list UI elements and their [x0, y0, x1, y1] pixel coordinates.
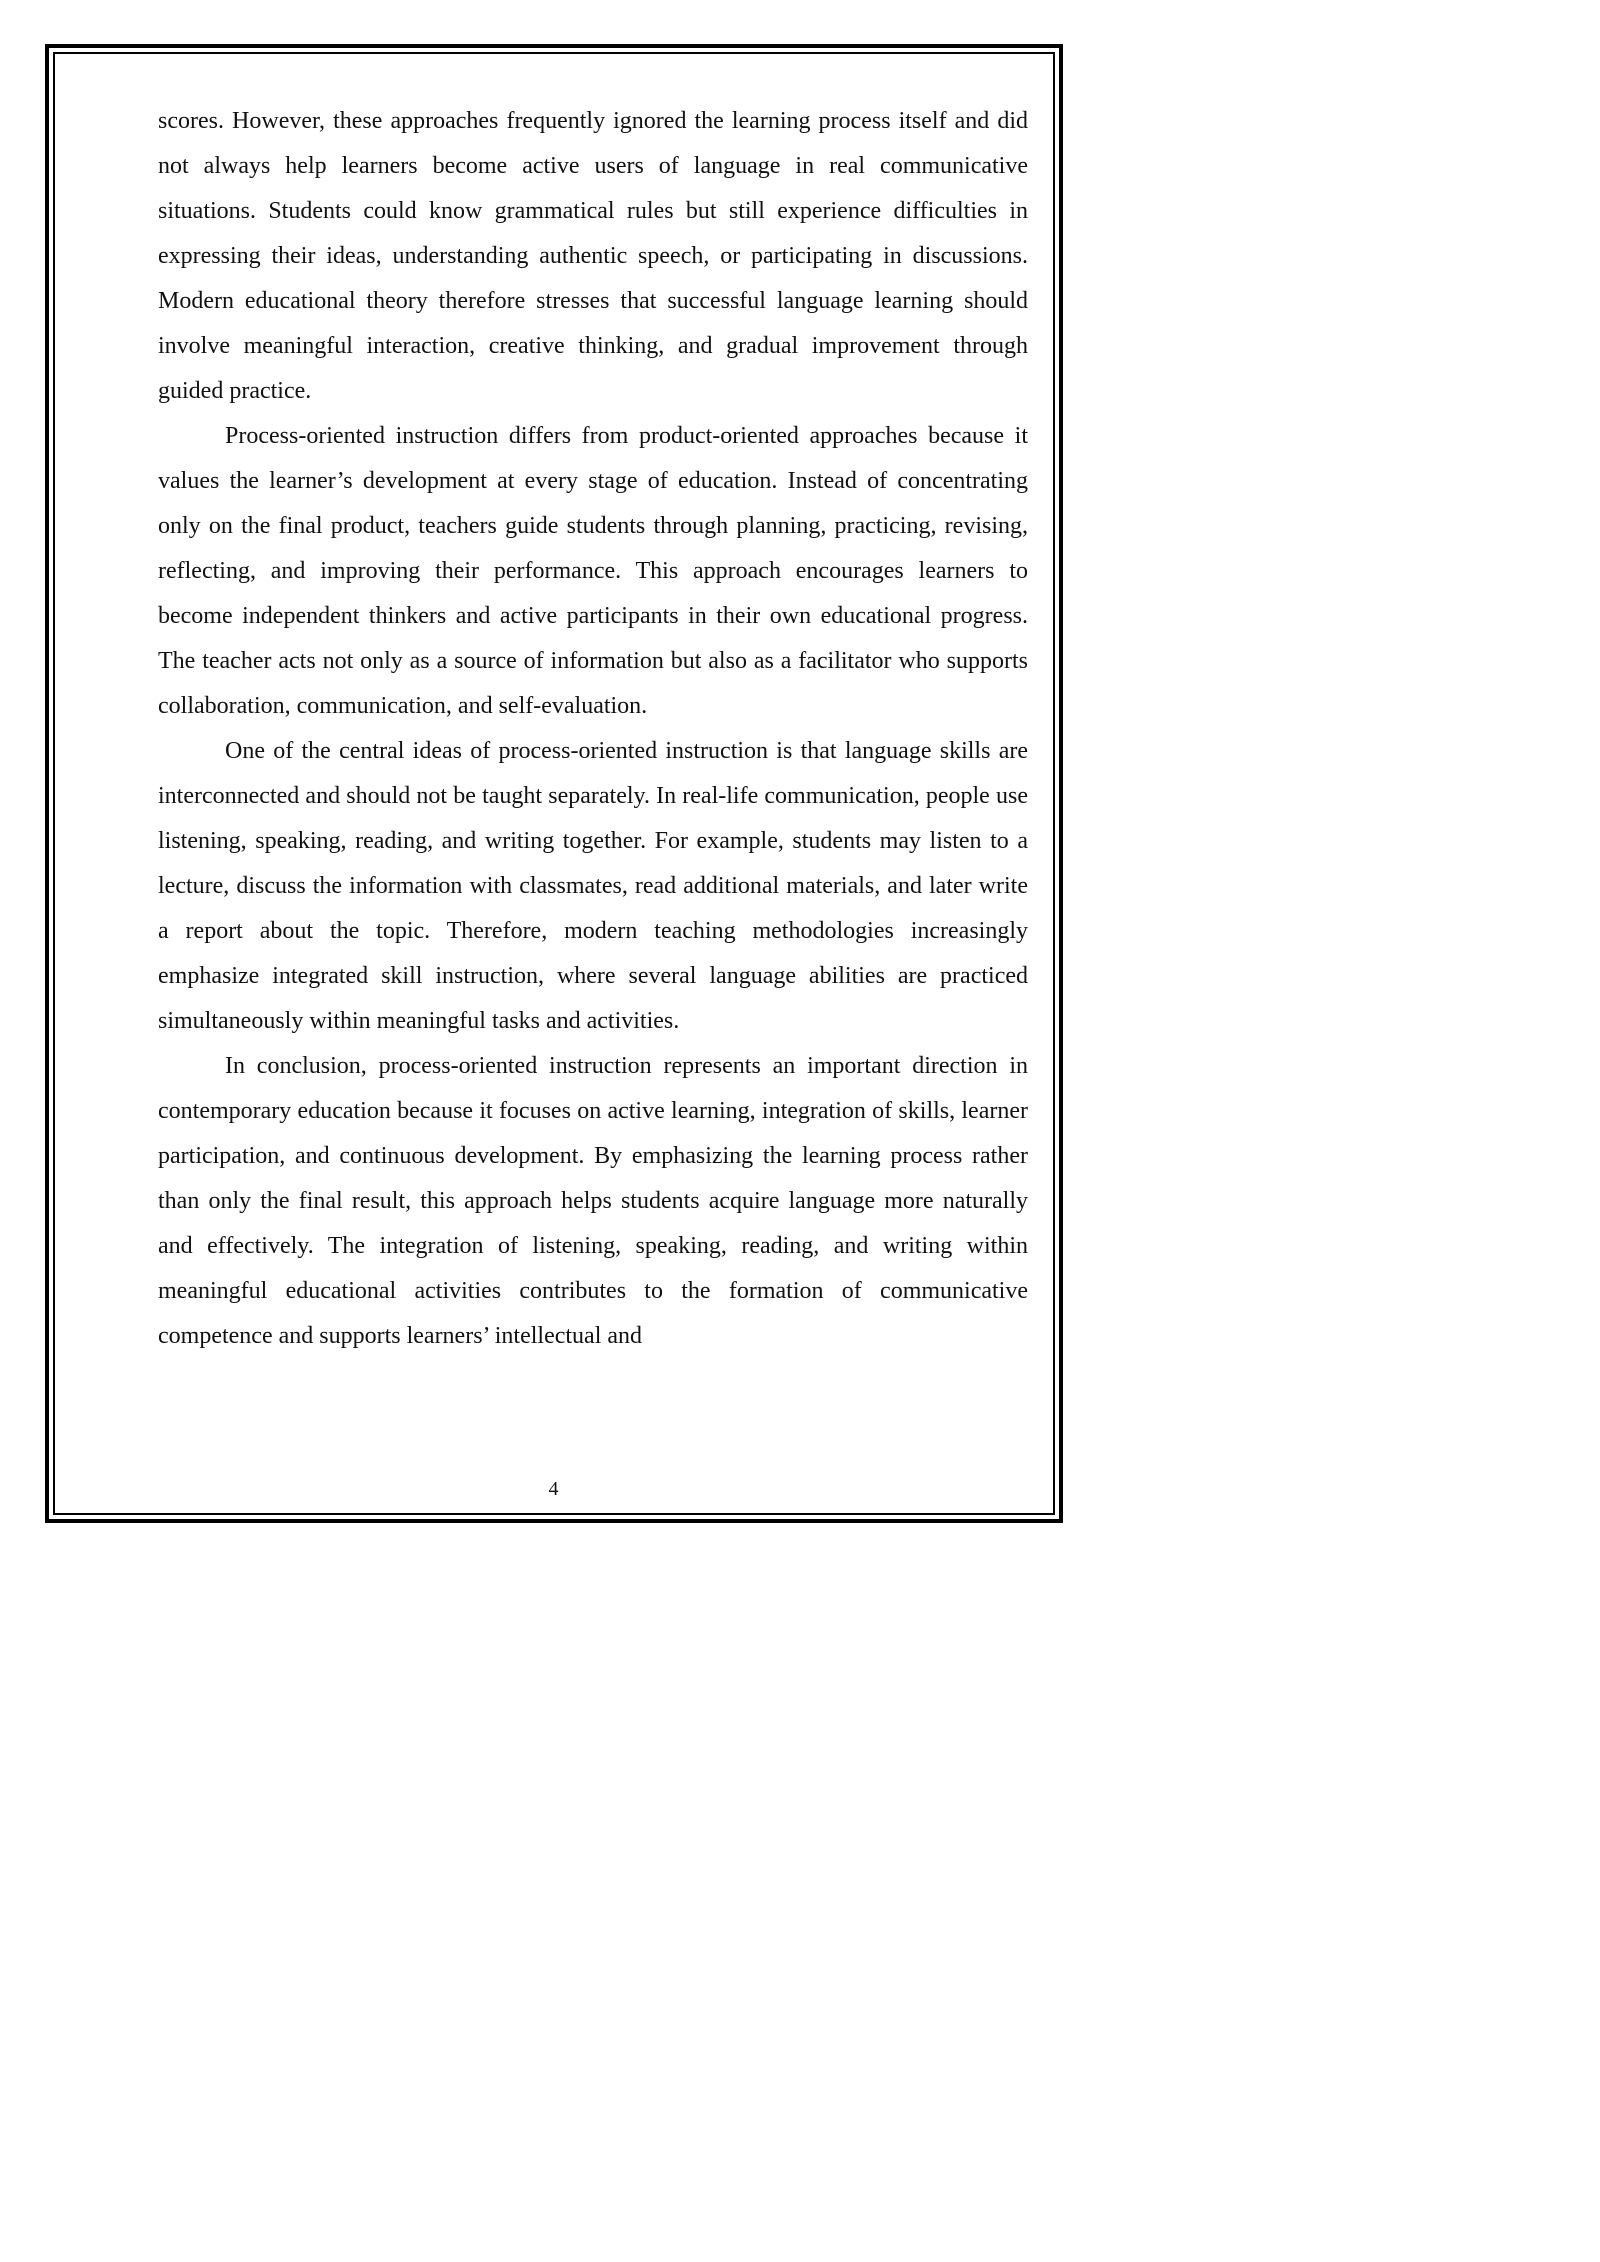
- page-number: 4: [548, 1478, 559, 1500]
- paragraph-continuation: scores. However, these approaches frequently ignored the learning process itself and did not always help learners become active users of language in real communicative situations. Students could know grammatical rules but still experience difficulties in expressing their ideas, understanding authentic speech, or participating in discussions. Modern educational theory therefore stresses that successful language learning should involve meaningful interaction, creative thinking, and gradual improvement through guided practice.: [158, 108, 1028, 404]
- body-text: [158, 99, 1028, 1359]
- paragraph-process-oriented: Process-oriented instruction differs from product-oriented approaches because it values the learner’s development at every stage of education. Instead of concentrating only on the final product, teachers guide students through planning, practicing, revising, reflecting, and improving their performance. This approach encourages learners to become independent thinkers and active participants in their own educational progress. The teacher acts not only as a source of information but also as a facilitator who supports collaboration, communication, and self-evaluation.: [158, 423, 1028, 719]
- paragraph-integrated-skills: One of the central ideas of process-oriented instruction is that language skills are interconnected and should not be taught separately. In real-life communication, people use listening, speaking, reading, and writing together. For example, students may listen to a lecture, discuss the information with classmates, read additional materials, and later write a report about the topic. Therefore, modern teaching methodologies increasingly emphasize integrated skill instruction, where several language abilities are practiced simultaneously within meaningful tasks and activities.: [158, 738, 1028, 1034]
- paragraph-conclusion: In conclusion, process-oriented instruction represents an important direction in contemporary education because it focuses on active learning, integration of skills, learner participation, and continuous development. By emphasizing the learning process rather than only the final result, this approach helps students acquire language more naturally and effectively. The integration of listening, speaking, reading, and writing within meaningful educational activities contributes to the formation of communicative competence and supports learners’ intellectual and: [158, 1053, 1028, 1349]
